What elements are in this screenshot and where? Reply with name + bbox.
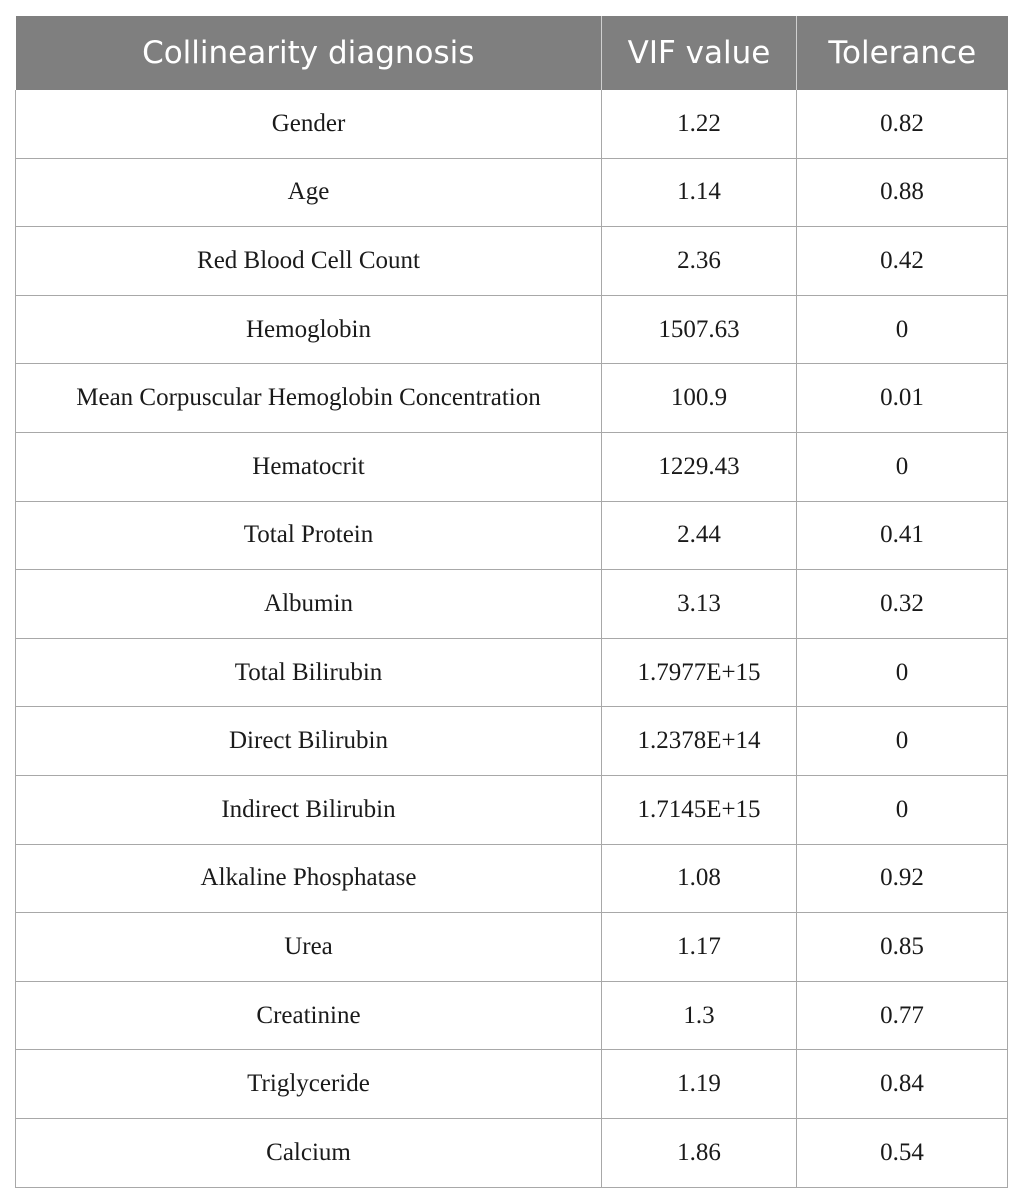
table-body xyxy=(16,90,1008,1187)
variable-cell: Hematocrit xyxy=(16,432,602,501)
tolerance-cell: 0 xyxy=(797,775,1008,844)
table-row xyxy=(16,158,1008,227)
variable-cell: Triglyceride xyxy=(16,1050,602,1119)
vif-cell: 1.14 xyxy=(602,158,797,227)
variable-cell: Total Bilirubin xyxy=(16,638,602,707)
variable-cell: Total Protein xyxy=(16,501,602,570)
tolerance-cell: 0.85 xyxy=(797,913,1008,982)
tolerance-cell: 0.32 xyxy=(797,570,1008,639)
variable-cell: Age xyxy=(16,158,602,227)
table-row xyxy=(16,1118,1008,1187)
vif-cell: 3.13 xyxy=(602,570,797,639)
tolerance-cell: 0.01 xyxy=(797,364,1008,433)
tolerance-cell: 0.77 xyxy=(797,981,1008,1050)
collinearity-table xyxy=(15,16,1008,1188)
variable-cell: Creatinine xyxy=(16,981,602,1050)
table-row xyxy=(16,913,1008,982)
variable-cell: Gender xyxy=(16,90,602,158)
tolerance-cell: 0.92 xyxy=(797,844,1008,913)
variable-cell: Indirect Bilirubin xyxy=(16,775,602,844)
vif-cell: 1229.43 xyxy=(602,432,797,501)
table-row xyxy=(16,501,1008,570)
table-row xyxy=(16,570,1008,639)
vif-cell: 1.19 xyxy=(602,1050,797,1119)
variable-cell: Albumin xyxy=(16,570,602,639)
table-row xyxy=(16,1050,1008,1119)
tolerance-cell: 0.82 xyxy=(797,90,1008,158)
variable-cell: Hemoglobin xyxy=(16,295,602,364)
vif-cell: 1507.63 xyxy=(602,295,797,364)
table-row xyxy=(16,775,1008,844)
table-row xyxy=(16,981,1008,1050)
vif-cell: 1.7145E+15 xyxy=(602,775,797,844)
vif-cell: 100.9 xyxy=(602,364,797,433)
vif-cell: 2.36 xyxy=(602,227,797,296)
table-row xyxy=(16,227,1008,296)
tolerance-cell: 0 xyxy=(797,432,1008,501)
variable-cell: Red Blood Cell Count xyxy=(16,227,602,296)
collinearity-table-container xyxy=(15,16,1007,1188)
table-row xyxy=(16,638,1008,707)
table-header xyxy=(16,16,1008,90)
vif-cell: 1.17 xyxy=(602,913,797,982)
tolerance-cell: 0 xyxy=(797,638,1008,707)
tolerance-cell: 0.42 xyxy=(797,227,1008,296)
variable-cell: Mean Corpuscular Hemoglobin Concentration xyxy=(16,364,602,433)
table-row xyxy=(16,432,1008,501)
header-tolerance: Tolerance xyxy=(797,16,1008,90)
tolerance-cell: 0.41 xyxy=(797,501,1008,570)
header-vif-value: VIF value xyxy=(602,16,797,90)
table-row xyxy=(16,295,1008,364)
vif-cell: 2.44 xyxy=(602,501,797,570)
tolerance-cell: 0 xyxy=(797,707,1008,776)
vif-cell: 1.7977E+15 xyxy=(602,638,797,707)
variable-cell: Calcium xyxy=(16,1118,602,1187)
header-row xyxy=(16,16,1008,90)
table-row xyxy=(16,707,1008,776)
vif-cell: 1.2378E+14 xyxy=(602,707,797,776)
vif-cell: 1.08 xyxy=(602,844,797,913)
vif-cell: 1.3 xyxy=(602,981,797,1050)
vif-cell: 1.22 xyxy=(602,90,797,158)
variable-cell: Urea xyxy=(16,913,602,982)
header-collinearity-diagnosis: Collinearity diagnosis xyxy=(16,16,602,90)
tolerance-cell: 0.54 xyxy=(797,1118,1008,1187)
tolerance-cell: 0 xyxy=(797,295,1008,364)
vif-cell: 1.86 xyxy=(602,1118,797,1187)
table-row xyxy=(16,90,1008,158)
variable-cell: Alkaline Phosphatase xyxy=(16,844,602,913)
table-row xyxy=(16,844,1008,913)
tolerance-cell: 0.88 xyxy=(797,158,1008,227)
table-row xyxy=(16,364,1008,433)
tolerance-cell: 0.84 xyxy=(797,1050,1008,1119)
variable-cell: Direct Bilirubin xyxy=(16,707,602,776)
